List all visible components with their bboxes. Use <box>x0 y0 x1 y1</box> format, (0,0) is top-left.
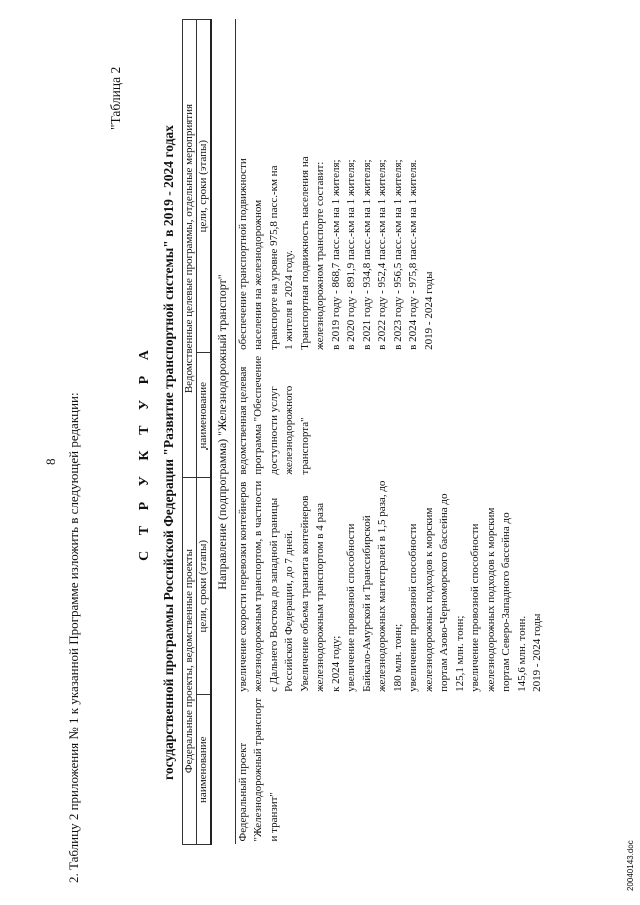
table-row <box>235 20 546 845</box>
column-header-goals: цели, сроки (этапы) <box>197 20 212 353</box>
cell-text-line: увеличение провозной способности <box>407 523 419 692</box>
departmental-program-name-cell <box>235 353 546 478</box>
document-title: С Т Р У К Т У Р А <box>137 344 152 561</box>
section-heading: Направление (подпрограмма) "Железнодорожный транспорт" <box>211 20 235 845</box>
cell-text-line: железнодорожном транспорте составит: <box>314 161 326 350</box>
cell-text-line: транспорта" <box>298 417 311 475</box>
cell-text-line: Российской Федерации, до 7 дней. <box>283 530 295 692</box>
cell-text-line: Увеличение объема транзита контейнеров <box>298 495 311 692</box>
cell-text-line: железнодорожным транспортом, в частности <box>252 480 264 692</box>
cell-text-line: портам Азово-Черноморского бассейна до <box>438 493 450 692</box>
cell-text-line: Транспортная подвижность населения на <box>298 156 311 350</box>
cell-text-line: с Дальнего Востока до западной границы <box>267 497 280 692</box>
cell-text-line: 2019 - 2024 годы <box>422 271 435 350</box>
cell-text-line: в 2019 году - 868,7 пасс.-км на 1 жителя; <box>329 159 342 350</box>
cell-text-line: железнодорожным транспортом в 4 раза <box>314 502 326 692</box>
cell-text-line: железнодорожных магистралей в 1,5 раза, до <box>376 480 388 692</box>
cell-text-line: 145,6 млн. тонн. <box>515 615 528 692</box>
federal-project-goals-cell <box>235 478 546 695</box>
cell-text-line: портам Северо-Западного бассейна до <box>500 512 512 692</box>
departmental-program-goals-cell <box>235 20 546 353</box>
structure-table <box>182 19 546 845</box>
federal-project-name-cell <box>235 695 546 845</box>
cell-text-line: Федеральный проект <box>236 742 249 842</box>
cell-text-line: и транзит" <box>267 792 280 842</box>
cell-text-line: увеличение скорости перевозки контейнеров <box>236 481 249 692</box>
cell-text-line: ведомственная целевая <box>236 366 249 475</box>
group-header-departmental-programs: Ведомственные целевые программы, отдельные мероприятия <box>183 20 197 478</box>
cell-text-line: железнодорожного <box>283 385 295 475</box>
cell-text-line: программа "Обеспечение <box>252 355 264 475</box>
cell-text-line: "Железнодорожный транспорт <box>252 697 264 842</box>
page-number: 8 <box>43 458 58 465</box>
cell-text-line: железнодорожных подходов к морским <box>422 507 435 692</box>
document-subtitle: государственной программы Российской Федерации "Развитие транспортной системы" в 2019 - 2024 годах <box>161 125 176 780</box>
cell-text-line: транспорте на уровне 975,8 пасс.-км на <box>267 165 280 350</box>
cell-text-line: к 2024 году; <box>329 635 342 692</box>
column-header-goals: цели, сроки (этапы) <box>197 478 212 695</box>
cell-text-line: в 2020 году - 891,9 пасс.-км на 1 жителя; <box>345 159 357 350</box>
cell-text-line: в 2023 году - 956,5 пасс.-км на 1 жителя; <box>391 159 404 350</box>
cell-text-line: 2019 - 2024 годы <box>531 613 543 692</box>
group-header-federal-projects: Федеральные проекты, ведомственные проекты <box>183 478 197 845</box>
cell-text-line: в 2021 году - 934,8 пасс.-км на 1 жителя; <box>360 159 373 350</box>
cell-text-line: железнодорожных подходов к морским <box>484 507 497 692</box>
cell-text-line: 1 жителя в 2024 году. <box>283 250 295 350</box>
cell-text-line: населения на железнодорожном <box>252 199 264 350</box>
cell-text-line: Байкало-Амурской и Транссибирской <box>360 515 373 692</box>
cell-text-line: увеличение провозной способности <box>469 523 481 692</box>
cell-text-line: 125,1 млн. тонн; <box>453 615 466 692</box>
cell-text-line: доступности услуг <box>267 386 280 475</box>
table-reference: "Таблица 2 <box>108 66 123 130</box>
column-header-name: наименование <box>197 695 212 845</box>
cell-text-line: увеличение провозной способности <box>345 523 357 692</box>
cell-text-line: в 2024 году - 975,8 пасс.-км на 1 жителя. <box>407 159 419 350</box>
intro-text: 2. Таблицу 2 приложения № 1 к указанной Программе изложить в следующей редакции: <box>66 392 81 883</box>
cell-text-line: обеспечение транспортной подвижности <box>236 158 249 350</box>
cell-text-line: в 2022 году - 952,4 пасс.-км на 1 жителя; <box>376 159 388 350</box>
cell-text-line: 180 млн. тонн; <box>391 623 404 692</box>
column-header-name: наименование <box>197 353 212 478</box>
file-stamp: 20040143.doc <box>626 840 635 891</box>
